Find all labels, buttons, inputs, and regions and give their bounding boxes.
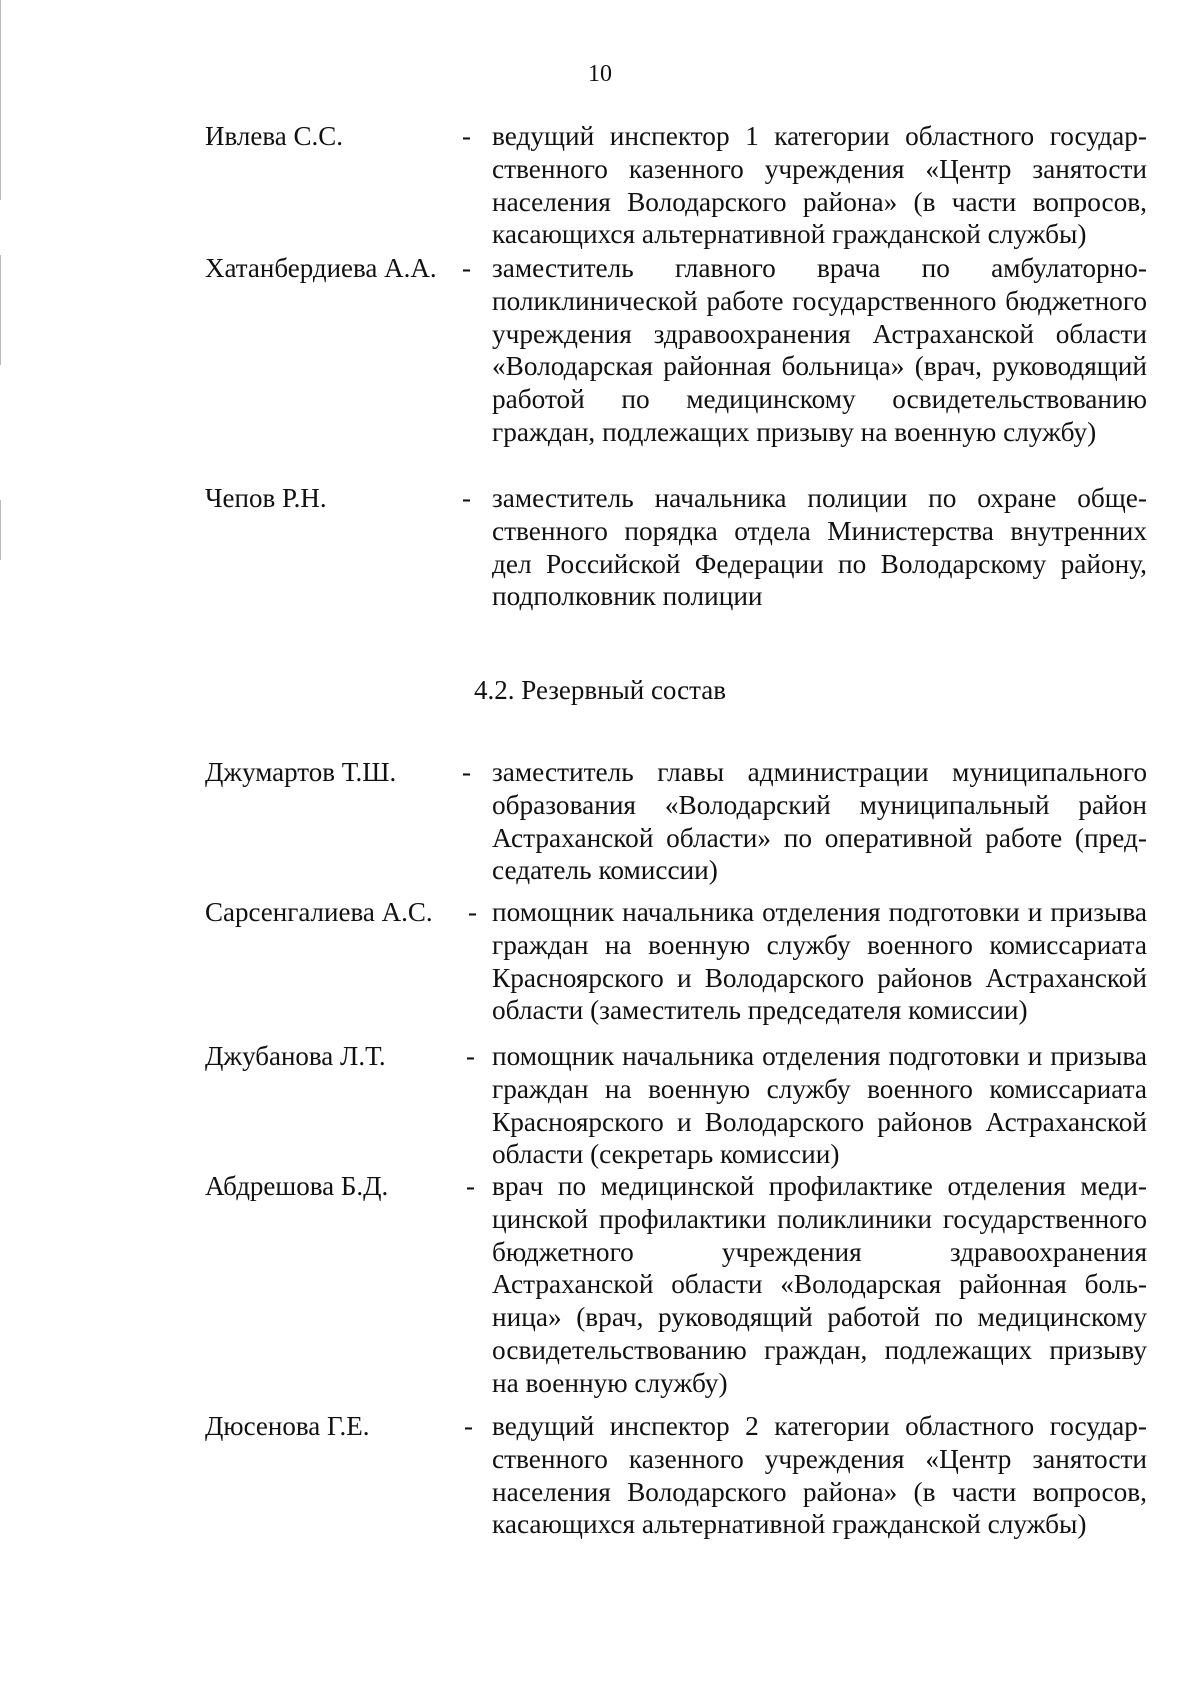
- member-description: заместитель главного врача по амбулаторно-поликлинической работе государственного бюджетного учреждения здравоохранения Астраханской области «Володарская районная больница» (врач, руководящий работой по медицинскому освидетельствованию граждан, подлежащих призыву на военную службу): [492, 253, 1147, 447]
- separator-dash: -: [462, 121, 471, 151]
- member-description: помощник начальника отделения подготовки и призыва граждан на военную службу военного комиссариата Красноярского и Володарского районов Астраханской области (секретарь комиссии): [492, 1041, 1147, 1170]
- separator-dash: -: [466, 1041, 475, 1071]
- member-name: Джубанова Л.Т.: [205, 1041, 386, 1071]
- member-description: заместитель начальника полиции по охране общественного порядка отдела Министерства внутренних дел Российской Федерации по Володарскому району, подполковник полиции: [492, 483, 1147, 612]
- member-name: Абдрешова Б.Д.: [205, 1171, 389, 1201]
- separator-dash: -: [462, 483, 471, 513]
- member-name: Чепов Р.Н.: [205, 483, 327, 513]
- member-description: ведущий инспектор 2 категории областного государственного казенного учреждения «Центр занятости населения Володарского района» (в части вопросов, касающихся альтернативной гражданской службы): [492, 1411, 1147, 1540]
- member-name: Ивлева С.С.: [205, 121, 343, 151]
- separator-dash: -: [462, 757, 471, 787]
- section-heading: 4.2. Резервный состав: [474, 675, 726, 705]
- member-name: Джумартов Т.Ш.: [205, 757, 397, 787]
- member-description: врач по медицинской профилактике отделения медицинской профилактики поликлиники государственного бюджетного учреждения здравоохранения Астраханской области «Володарская районная больница» (врач, руководящий работой по медицинскому освидетельствованию граждан, подлежащих призыву на военную службу): [492, 1171, 1147, 1398]
- member-description: заместитель главы администрации муниципального образования «Володарский муниципальный район Астраханской области» по оперативной работе (председатель комиссии): [492, 757, 1147, 886]
- member-name: Сарсенгалиева А.С.: [205, 897, 433, 927]
- separator-dash: -: [464, 1411, 473, 1441]
- scan-edge-mark: [0, 0, 1, 200]
- scan-edge-mark: [0, 500, 1, 560]
- member-description: ведущий инспектор 1 категории областного государственного казенного учреждения «Центр занятости населения Володарского района» (в части вопросов, касающихся альтернативной гражданской службы): [492, 121, 1147, 250]
- member-description: помощник начальника отделения подготовки и призыва граждан на военную службу военного комиссариата Красноярского и Володарского районов Астраханской области (заместитель председателя комиссии): [492, 897, 1147, 1026]
- separator-dash: -: [466, 1171, 475, 1201]
- separator-dash: -: [468, 897, 477, 927]
- scan-edge-mark: [0, 255, 1, 365]
- member-name: Дюсенова Г.Е.: [205, 1411, 370, 1441]
- page-number: 10: [588, 61, 612, 87]
- member-name: Хатанбердиева А.А.: [205, 253, 437, 283]
- separator-dash: -: [462, 253, 471, 283]
